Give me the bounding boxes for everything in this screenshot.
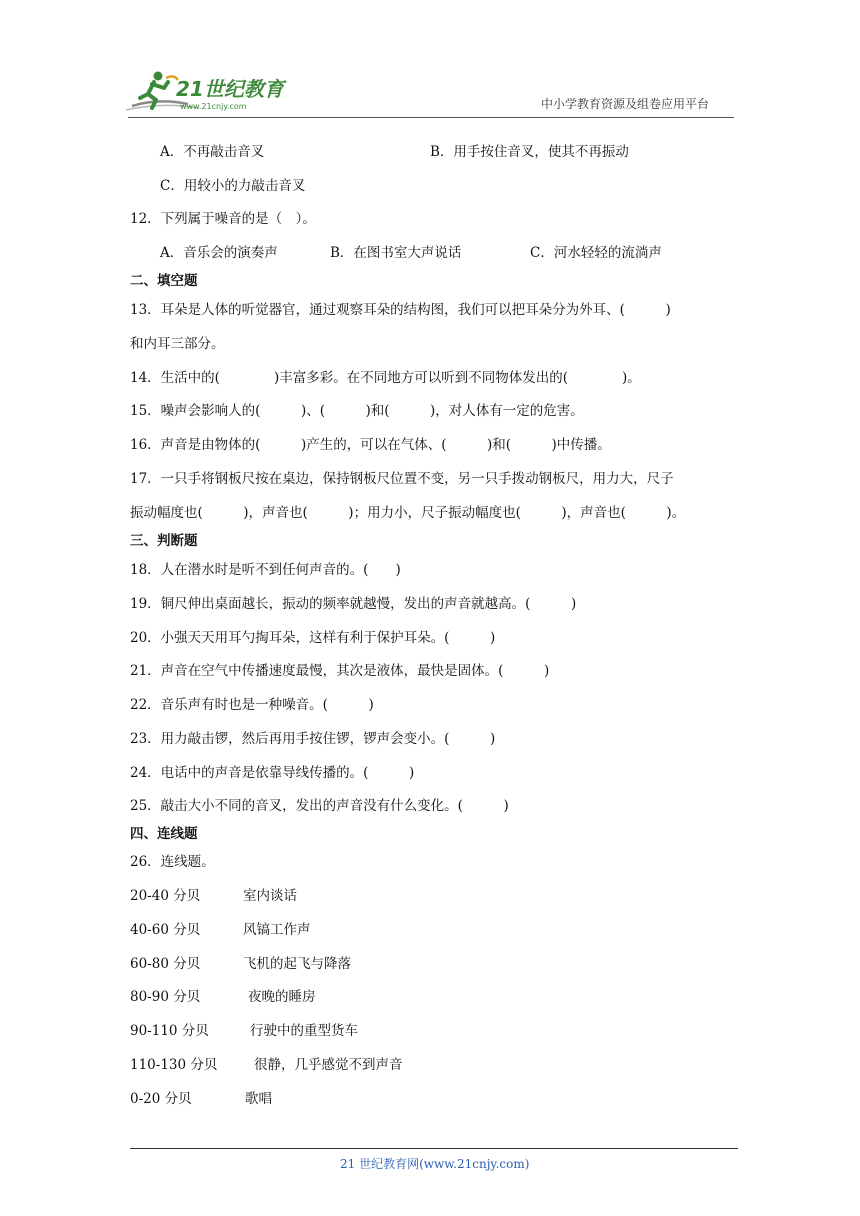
q12-option-c: C．河水轻轻的流淌声	[530, 245, 662, 261]
tf-item: 20．小强天天用耳勺掏耳朵，这样有利于保护耳朵。( )	[130, 630, 496, 646]
tf-item: 22．音乐声有时也是一种噪音。( )	[130, 697, 374, 713]
match-left-item: 20-40 分贝	[130, 888, 201, 904]
footer-link[interactable]: 21 世纪教育网(www.21cnjy.com)	[340, 1157, 530, 1171]
platform-name: 中小学教育资源及组卷应用平台	[541, 97, 710, 111]
q17-line1: 17．一只手将钢板尺按在桌边，保持钢板尺位置不变，另一只手拨动钢板尺，用力大，尺子	[130, 471, 674, 487]
q12-option-b: B．在图书室大声说话	[330, 245, 462, 261]
q14: 14．生活中的( )丰富多彩。在不同地方可以听到不同物体发出的( )。	[130, 370, 641, 386]
q11-option-a: A．不再敲击音叉	[160, 144, 265, 160]
match-right-item: 飞机的起飞与降落	[243, 956, 351, 972]
section-heading-matching: 四、连线题	[130, 826, 198, 842]
q11-option-b: B．用手按住音叉，使其不再振动	[430, 144, 629, 160]
match-right-item: 很静，几乎感觉不到声音	[254, 1057, 403, 1073]
section-heading-true-false: 三、判断题	[130, 533, 198, 549]
match-right-item: 歌唱	[245, 1091, 272, 1107]
q15: 15．噪声会影响人的( )、( )和( )，对人体有一定的危害。	[130, 403, 584, 419]
header-divider	[128, 117, 734, 118]
q26-stem: 26．连线题。	[130, 854, 215, 870]
match-left-item: 0-20 分贝	[130, 1091, 192, 1107]
tf-item: 23．用力敲击锣，然后再用手按住锣，锣声会变小。( )	[130, 731, 496, 747]
match-right-item: 室内谈话	[243, 888, 297, 904]
q13-line1: 13．耳朵是人体的听觉器官，通过观察耳朵的结构图，我们可以把耳朵分为外耳、( )	[130, 302, 671, 318]
runner-logo-icon	[118, 68, 298, 116]
match-right-item: 夜晚的睡房	[248, 989, 316, 1005]
match-left-item: 60-80 分贝	[130, 956, 201, 972]
logo-url: www.21cnjy.com	[180, 102, 247, 111]
logo-text: 21世纪教育	[176, 77, 284, 101]
q17-line2: 振动幅度也( )，声音也( )；用力小，尺子振动幅度也( )，声音也( )。	[130, 505, 686, 521]
q12-stem: 12．下列属于噪音的是（ ）。	[130, 211, 316, 227]
q11-option-c: C．用较小的力敲击音叉	[160, 178, 306, 194]
q13-line2: 和内耳三部分。	[130, 336, 225, 352]
tf-item: 24．电话中的声音是依靠导线传播的。( )	[130, 765, 415, 781]
match-left-item: 40-60 分贝	[130, 922, 201, 938]
q16: 16．声音是由物体的( )产生的，可以在气体、( )和( )中传播。	[130, 437, 611, 453]
match-right-item: 行驶中的重型货车	[250, 1023, 358, 1039]
section-heading-fill-blank: 二、填空题	[130, 273, 198, 289]
match-right-item: 风镐工作声	[243, 922, 311, 938]
site-logo	[118, 68, 298, 116]
footer-divider	[130, 1148, 738, 1149]
q12-option-a: A．音乐会的演奏声	[160, 245, 278, 261]
tf-item: 18．人在潜水时是听不到任何声音的。( )	[130, 562, 401, 578]
tf-item: 25．敲击大小不同的音叉，发出的声音没有什么变化。( )	[130, 798, 509, 814]
match-left-item: 90-110 分贝	[130, 1023, 209, 1039]
tf-item: 19．铜尺伸出桌面越长，振动的频率就越慢，发出的声音就越高。( )	[130, 596, 577, 612]
match-left-item: 80-90 分贝	[130, 989, 201, 1005]
tf-item: 21．声音在空气中传播速度最慢，其次是液体，最快是固体。( )	[130, 663, 550, 679]
match-left-item: 110-130 分贝	[130, 1057, 218, 1073]
